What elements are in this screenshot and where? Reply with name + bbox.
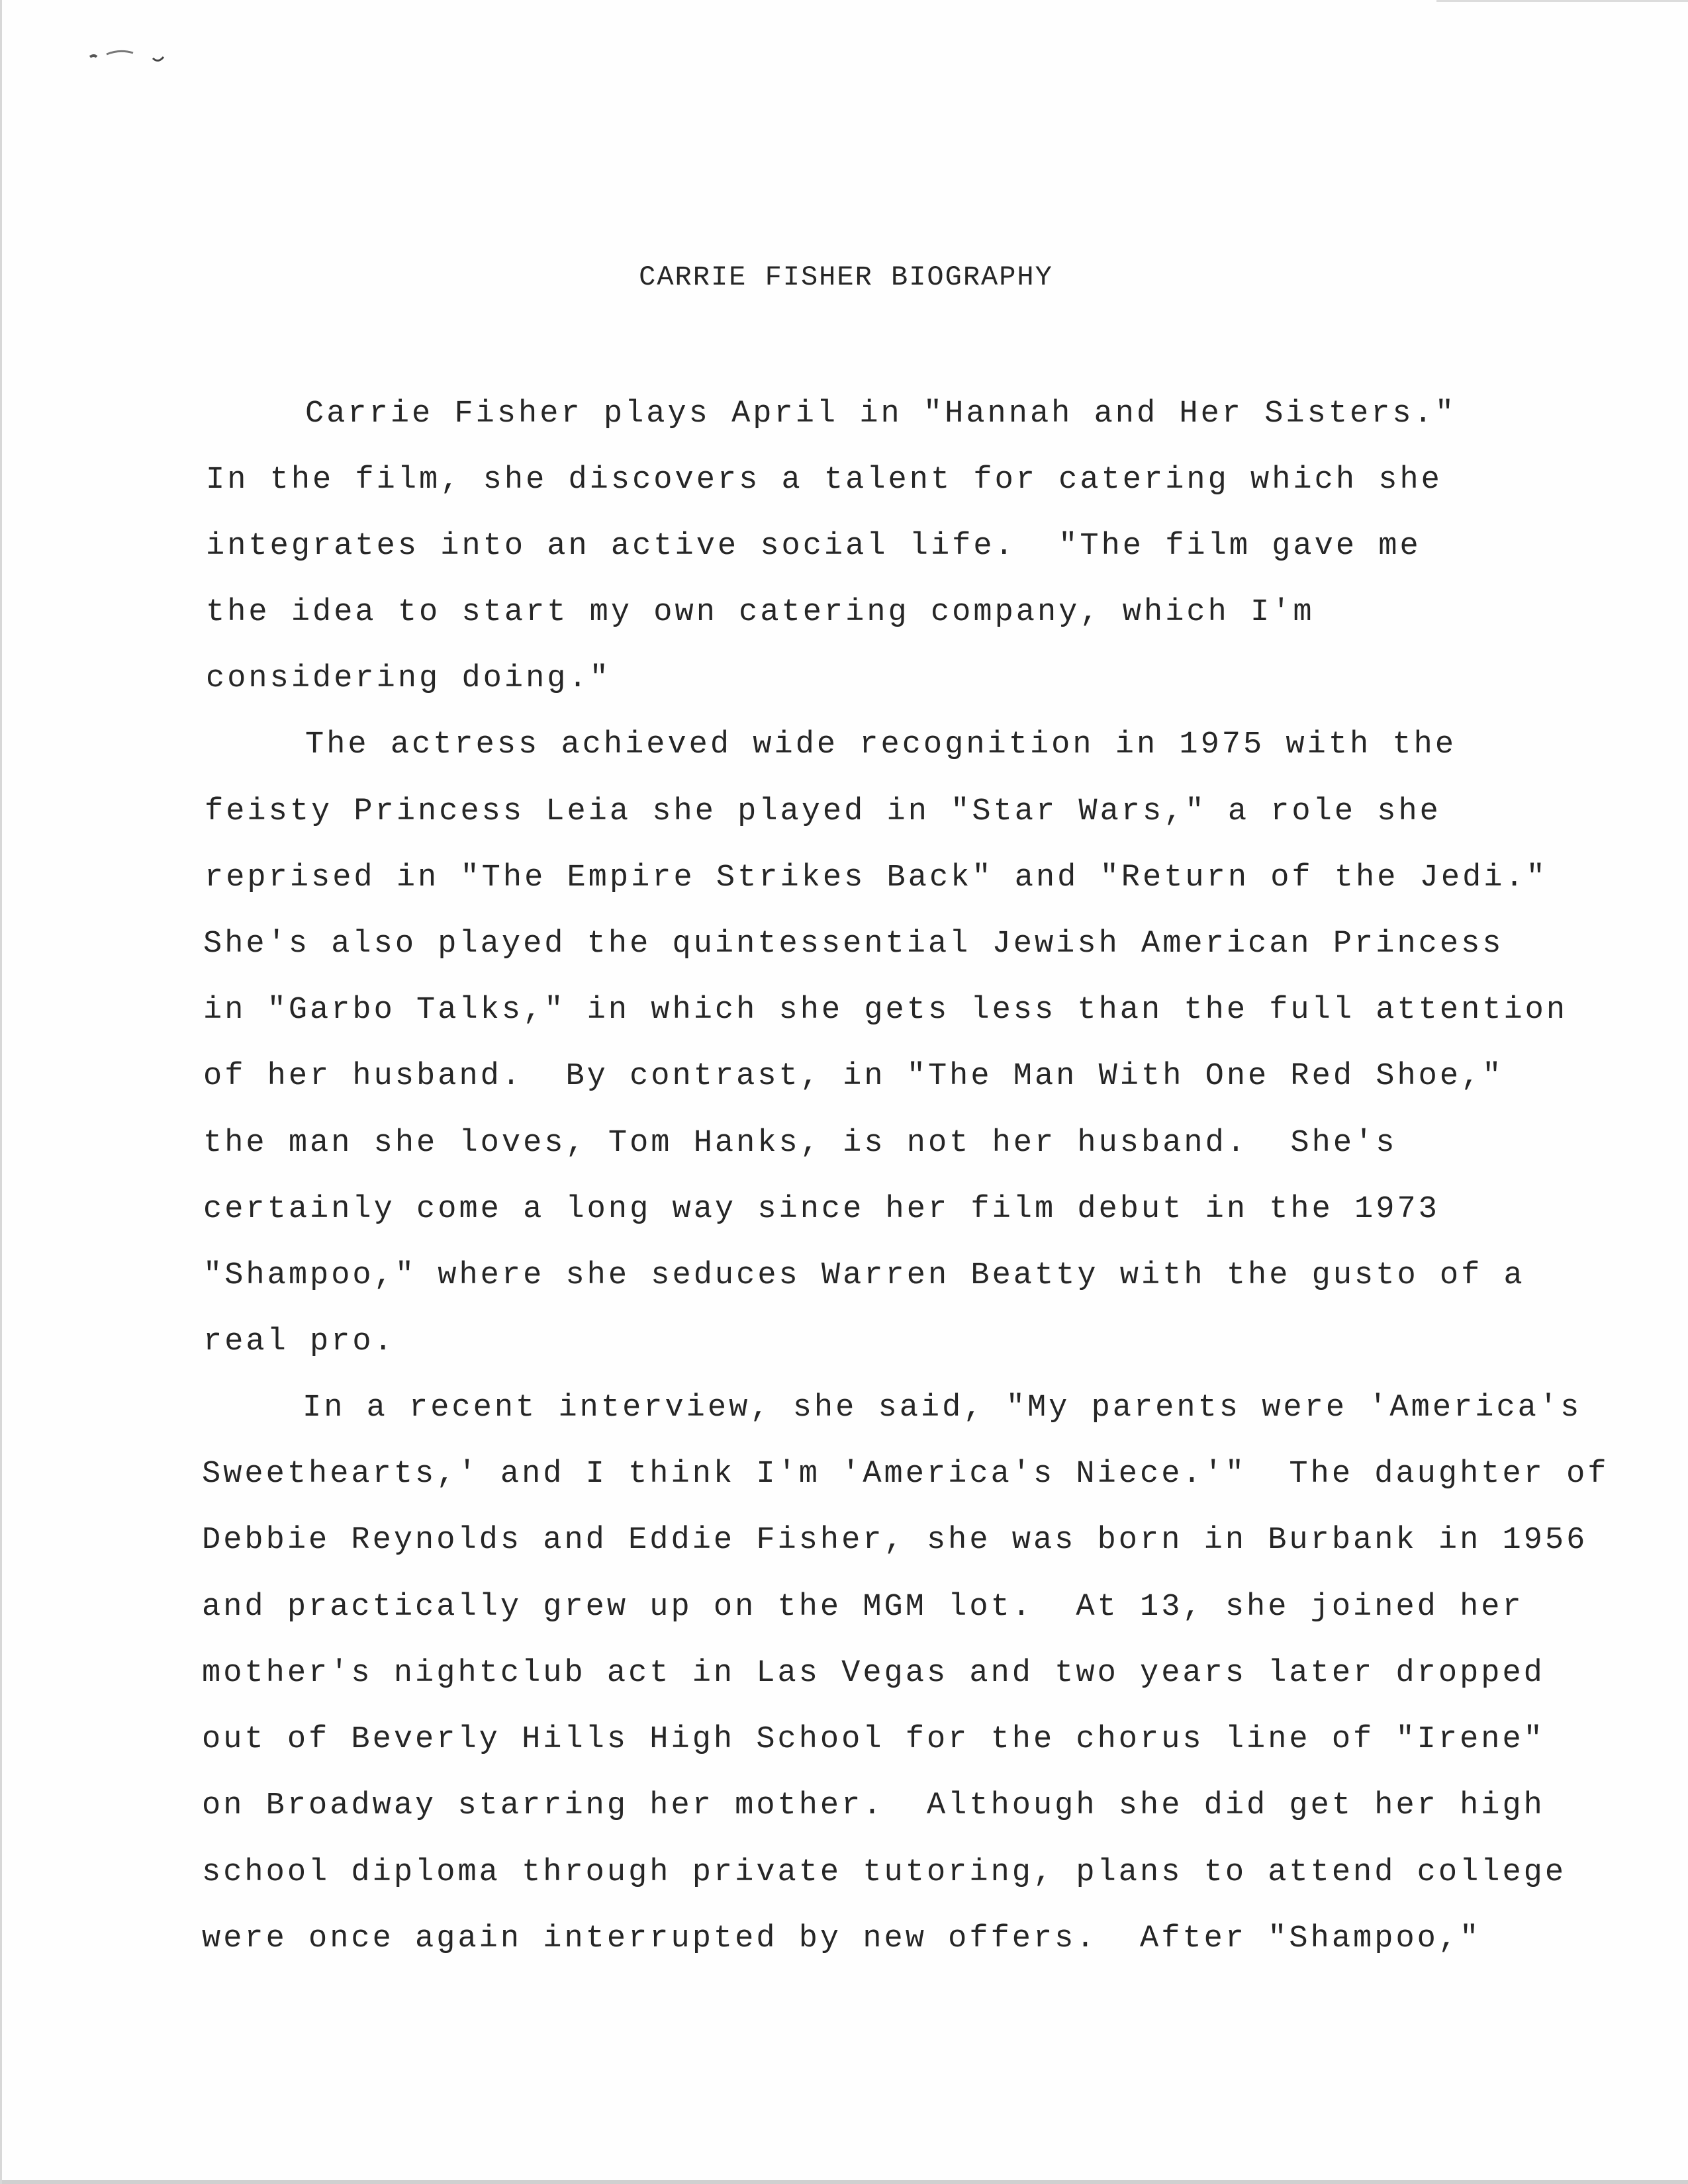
ink-smudge-mark <box>87 45 179 71</box>
text-line: In the film, she discovers a talent for catering which she <box>206 463 1442 498</box>
text-line: Sweethearts,' and I think I'm 'America's Niece.'" The daughter of <box>202 1457 1609 1492</box>
text-line: on Broadway starring her mother. Although she did get her high <box>202 1788 1545 1823</box>
text-line: the man she loves, Tom Hanks, is not her husband. She's <box>203 1126 1397 1161</box>
text-line: In a recent interview, she said, "My parents were 'America's <box>303 1390 1582 1426</box>
text-line: in "Garbo Talks," in which she gets less than the full attention <box>203 993 1568 1028</box>
text-line: certainly come a long way since her film debut in the 1973 <box>203 1192 1440 1227</box>
text-line: She's also played the quintessential Jewish American Princess <box>203 927 1504 962</box>
text-line: "Shampoo," where she seduces Warren Beatty with the gusto of a <box>203 1258 1525 1293</box>
text-line: of her husband. By contrast, in "The Man With One Red Shoe," <box>203 1059 1504 1094</box>
page-edge-shadow <box>1436 0 1688 2</box>
text-line: school diploma through private tutoring, plans to attend college <box>202 1855 1567 1890</box>
text-line: and practically grew up on the MGM lot. At 13, she joined her <box>202 1590 1524 1625</box>
text-line: considering doing." <box>206 661 611 696</box>
text-line: real pro. <box>203 1324 395 1359</box>
text-line: were once again interrupted by new offers. After "Shampoo," <box>202 1921 1481 1956</box>
text-line: The actress achieved wide recognition in 1975 with the <box>305 727 1457 762</box>
text-line: Debbie Reynolds and Eddie Fisher, she was born in Burbank in 1956 <box>202 1523 1588 1558</box>
page-bottom-edge <box>2 2180 1688 2184</box>
text-line: feisty Princess Leia she played in "Star Wars," a role she <box>205 794 1441 829</box>
text-line: the idea to start my own catering company, which I'm <box>206 595 1315 630</box>
text-line: integrates into an active social life. "The film gave me <box>206 529 1421 564</box>
text-line: mother's nightclub act in Las Vegas and two years later dropped <box>202 1656 1545 1691</box>
text-line: reprised in "The Empire Strikes Back" and "Return of the Jedi." <box>205 860 1548 895</box>
page-title: CARRIE FISHER BIOGRAPHY <box>639 261 1053 293</box>
text-line: out of Beverly Hills High School for the chorus line of "Irene" <box>202 1722 1545 1757</box>
text-line: Carrie Fisher plays April in "Hannah and Her Sisters." <box>305 396 1457 432</box>
